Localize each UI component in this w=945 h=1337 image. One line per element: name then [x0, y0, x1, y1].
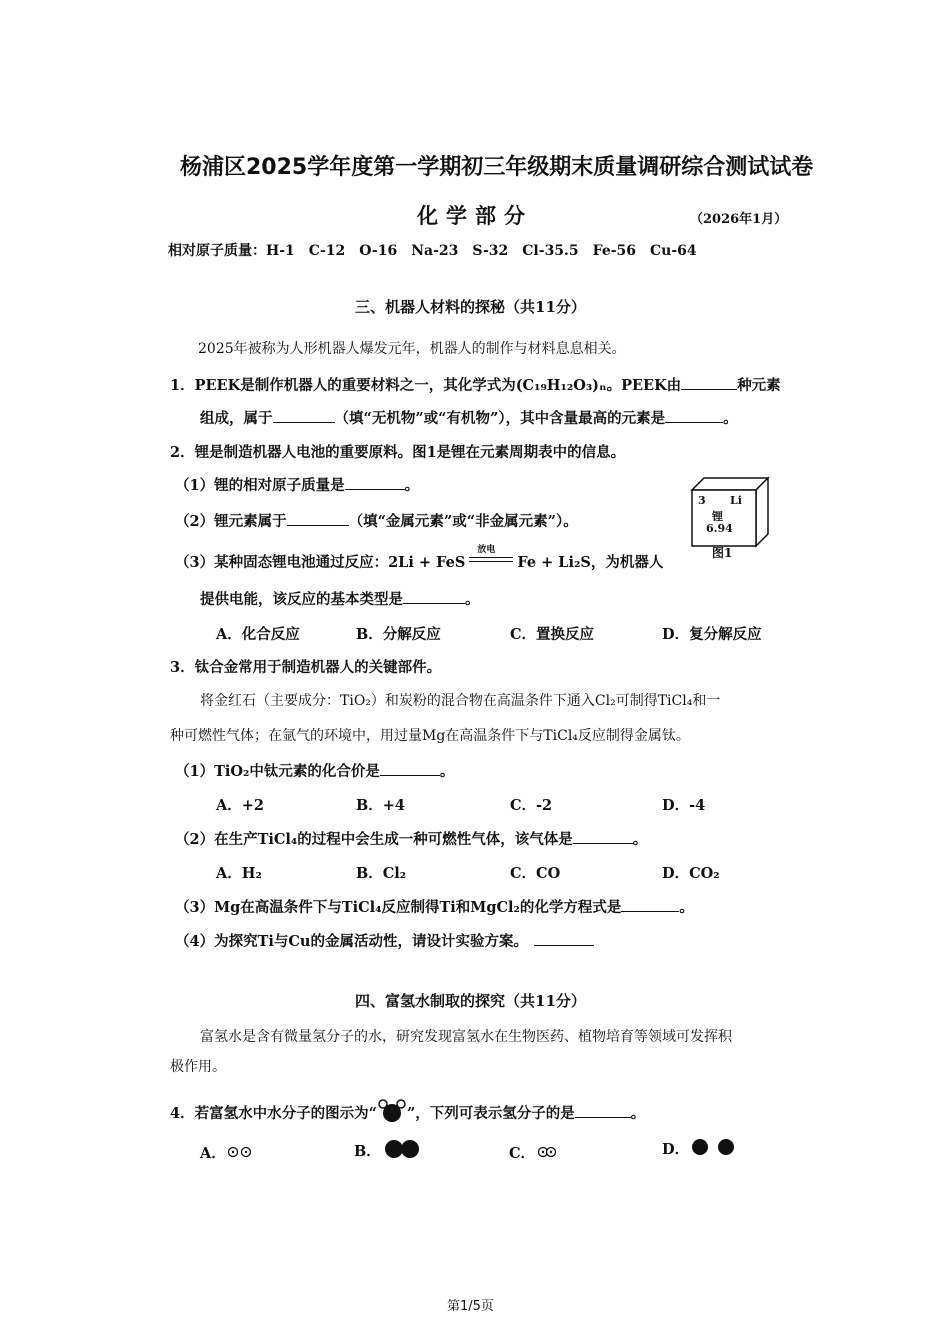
two-separate-oxygen-atoms-icon: [689, 1136, 737, 1158]
q3-2-text: （2）在生产TiCl₄的过程中会生成一种可燃性气体，该气体是: [175, 831, 573, 848]
q1-line1-tail: 种元素: [737, 377, 781, 394]
element-name: 锂: [712, 510, 723, 523]
figure1-caption: 图1: [712, 546, 733, 560]
q4-stem: [170, 1098, 645, 1124]
two-separate-hydrogen-atoms-icon: [226, 1145, 256, 1159]
q3-1-option-b[interactable]: B．+4: [356, 797, 405, 814]
q4-option-d[interactable]: [662, 1136, 737, 1159]
q2-3-equation-right: Fe + Li₂S，为机器人: [517, 554, 664, 571]
q2-3-line2-end: 。: [465, 591, 480, 608]
q3-1-text: （1）TiO₂中钛元素的化合价是: [175, 763, 380, 780]
q4-option-c-label: C．: [509, 1145, 536, 1162]
lithium-element-cube: [690, 476, 770, 548]
q3-1-end: 。: [439, 763, 455, 780]
element-number: 3: [698, 494, 706, 507]
section4-intro-1: 富氢水是含有微量氢分子的水，研究发现富氢水在生物医药、植物培育等领域可发挥积: [200, 1029, 732, 1045]
q4-text-b: ”，下列可表示氢分子的是: [406, 1105, 575, 1122]
q2-3-option-a[interactable]: A．化合反应: [216, 626, 300, 643]
q4-option-b[interactable]: [354, 1138, 425, 1161]
q2-1-end: 。: [404, 477, 420, 494]
section4-intro-2: 极作用。: [170, 1059, 226, 1075]
exam-title: 杨浦区2025学年度第一学期初三年级期末质量调研综合测试试卷: [180, 155, 814, 180]
q2-2-hint: （填“金属元素”或“非金属元素”）。: [348, 513, 578, 530]
q3-2-option-b[interactable]: B．Cl₂: [356, 865, 407, 882]
q3-2-end: 。: [632, 831, 648, 848]
oxygen-molecule-icon: [381, 1138, 425, 1160]
q3-1: [175, 760, 454, 781]
q3-1-option-d[interactable]: D．-4: [662, 797, 706, 814]
q4-answer-blank[interactable]: [575, 1103, 631, 1118]
q2-3-option-b[interactable]: B．分解反应: [356, 626, 441, 643]
q2-2-text: （2）锂元素属于: [175, 513, 287, 530]
q2-3-option-d[interactable]: D．复分解反应: [662, 626, 762, 643]
q2-1-text: （1）锂的相对原子质量是: [175, 477, 345, 494]
q1-answer-blank-1[interactable]: [681, 375, 737, 390]
water-molecule-icon: [377, 1098, 407, 1124]
page-number: 第1/5页: [447, 1299, 494, 1314]
q2-3-option-c[interactable]: C．置换反应: [510, 626, 595, 643]
q3-3-text: （3）Mg在高温条件下与TiCl₄反应制得Ti和MgCl₂的化学方程式是: [175, 899, 622, 916]
section3-title: 三、机器人材料的探秘（共11分）: [355, 298, 586, 316]
reaction-condition: 放电: [477, 545, 496, 555]
q3-2-answer-blank[interactable]: [573, 829, 633, 844]
q3-4: [175, 930, 594, 951]
q3-4-text: （4）为探究Ti与Cu的金属活动性，请设计实验方案。: [175, 933, 528, 950]
q1-answer-blank-3[interactable]: [665, 408, 723, 423]
q3-2-option-a[interactable]: A．H₂: [216, 865, 262, 882]
q1-answer-blank-2[interactable]: [273, 408, 335, 423]
section4-title: 四、富氢水制取的探究（共11分）: [355, 992, 586, 1010]
q3-stem: 3．钛合金常用于制造机器人的关键部件。: [170, 659, 442, 676]
q1-line2-end: 。: [723, 410, 738, 427]
q3-2-option-d[interactable]: D．CO₂: [662, 865, 720, 882]
q4-option-d-label: D．: [662, 1141, 690, 1158]
q4-option-a-label: A．: [200, 1145, 226, 1162]
q2-1: [175, 474, 419, 495]
hydrogen-molecule-icon: [535, 1145, 561, 1159]
q1-line1-text: 1．PEEK是制作机器人的重要材料之一，其化学式为(C₁₉H₁₂O₃)ₙ。PEEK由: [170, 377, 682, 394]
q2-3-line2-text: 提供电能，该反应的基本类型是: [200, 591, 403, 608]
section3-intro: 2025年被称为人形机器人爆发元年，机器人的制作与材料息息相关。: [198, 341, 626, 357]
q3-intro-2: 种可燃性气体；在氩气的环境中，用过量Mg在高温条件下与TiCl₄反应制得金属钛。: [170, 728, 690, 744]
q2-3-line2: [200, 588, 480, 609]
q2-3: [175, 545, 664, 572]
q4-option-c[interactable]: [509, 1142, 561, 1163]
q3-2: [175, 828, 647, 849]
q3-3-end: 。: [679, 899, 694, 916]
q3-4-answer-blank[interactable]: [534, 931, 594, 946]
q2-3-equation-left: （3）某种固态锂电池通过反应：2Li + FeS: [175, 554, 466, 571]
q1-line2-text: 组成，属于: [200, 410, 273, 427]
q2-1-answer-blank[interactable]: [345, 475, 405, 490]
q3-2-option-c[interactable]: C．CO: [510, 865, 561, 882]
q2-2-answer-blank[interactable]: [287, 511, 349, 526]
element-mass: 6.94: [706, 522, 733, 535]
q2-2: [175, 510, 578, 531]
exam-date: （2026年1月）: [690, 212, 788, 227]
element-symbol: Li: [730, 494, 742, 507]
reaction-arrow: [469, 545, 513, 567]
q1-line2-mid: （填“无机物”或“有机物”），其中含量最高的元素是: [334, 410, 666, 427]
q3-3: [175, 896, 694, 917]
q1-line1: [170, 374, 781, 395]
q3-intro-1: 将金红石（主要成分：TiO₂）和炭粉的混合物在高温条件下通入Cl₂可制得TiCl₄和一: [200, 693, 721, 709]
atomic-masses: 相对原子质量：H-1 C-12 O-16 Na-23 S-32 Cl-35.5 Fe-56 Cu-64: [168, 243, 697, 259]
q2-3-answer-blank[interactable]: [403, 589, 465, 604]
q1-line2: [200, 407, 738, 428]
q3-3-answer-blank[interactable]: [621, 897, 679, 912]
q3-1-answer-blank[interactable]: [380, 761, 440, 776]
q2-stem: 2．锂是制造机器人电池的重要原料。图1是锂在元素周期表中的信息。: [170, 444, 626, 461]
q4-option-a[interactable]: [200, 1142, 256, 1163]
q3-1-option-a[interactable]: A．+2: [216, 797, 264, 814]
q4-text-c: 。: [630, 1105, 646, 1122]
subject-title: 化学部分: [417, 204, 533, 228]
q4-text-a: 4．若富氢水中水分子的图示为“: [170, 1105, 377, 1122]
q4-option-b-label: B．: [354, 1143, 381, 1160]
q3-1-option-c[interactable]: C．-2: [510, 797, 553, 814]
